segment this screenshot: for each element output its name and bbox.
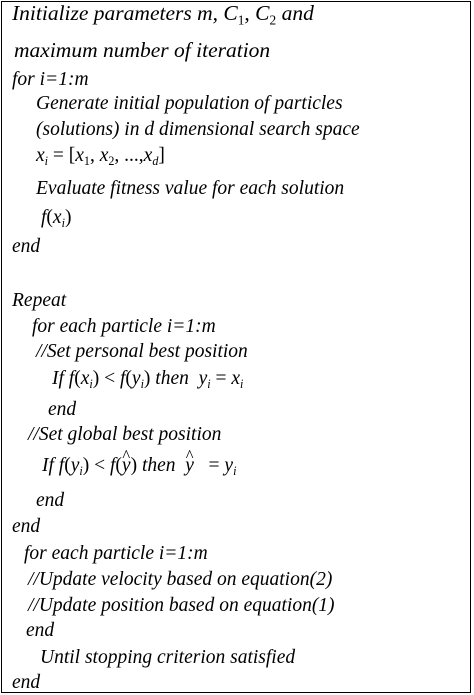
for-each-particle-2: for each particle i=1:m — [24, 543, 208, 564]
init-line-1: Initialize parameters m, $C_1$, $C_2$ and — [12, 1, 314, 28]
xi-equation: $x_i = [x_1$, $x_2$, $...,x_d$] — [36, 145, 165, 168]
end-for-each-2: end — [26, 620, 55, 641]
fitness-expression: $f(x_i)$ — [41, 207, 72, 230]
until-line: Until stopping criterion satisfied — [40, 647, 296, 668]
generate-line-2: (solutions) in d dimensional search space — [36, 119, 360, 140]
for-each-particle: for each particle i=1:m — [32, 316, 216, 337]
comment-update-position: //Update position based on equation(1) — [28, 595, 335, 616]
if-global-best: If $f(y_i)$ < f(^ y) then ^ $y = y_i$ — [42, 455, 236, 477]
init-line-1-text: Initialize parameters m, — [12, 1, 219, 25]
comment-update-velocity: //Update velocity based on equation(2) — [28, 569, 333, 590]
c1-symbol: $C_1$ — [223, 1, 245, 28]
generate-line-1: Generate initial population of particles — [36, 93, 343, 114]
y-hat-lhs-symbol: ^ y — [185, 455, 194, 477]
comment-global-best: //Set global best position — [28, 424, 222, 445]
init-line-2: maximum number of iteration — [14, 38, 271, 62]
y-hat-symbol: ^ y — [122, 455, 131, 477]
if-personal-best: If $f(x_i) < f(y_i)$ then $y_i = x_i$ — [52, 368, 244, 391]
c2-symbol: $C_2$ — [255, 1, 277, 28]
end-repeat: end — [12, 672, 41, 693]
comment-personal-best: //Set personal best position — [36, 341, 248, 362]
end-for-loop-1: end — [12, 236, 41, 257]
init-line-1-tail: and — [281, 1, 314, 25]
end-if-personal-best: end — [48, 399, 77, 420]
end-for-each: end — [12, 516, 41, 537]
repeat-header: Repeat — [12, 290, 67, 311]
for-loop-header: for i=1:m — [12, 69, 89, 90]
end-if-global-best: end — [36, 490, 65, 511]
evaluate-line: Evaluate fitness value for each solution — [36, 178, 345, 199]
